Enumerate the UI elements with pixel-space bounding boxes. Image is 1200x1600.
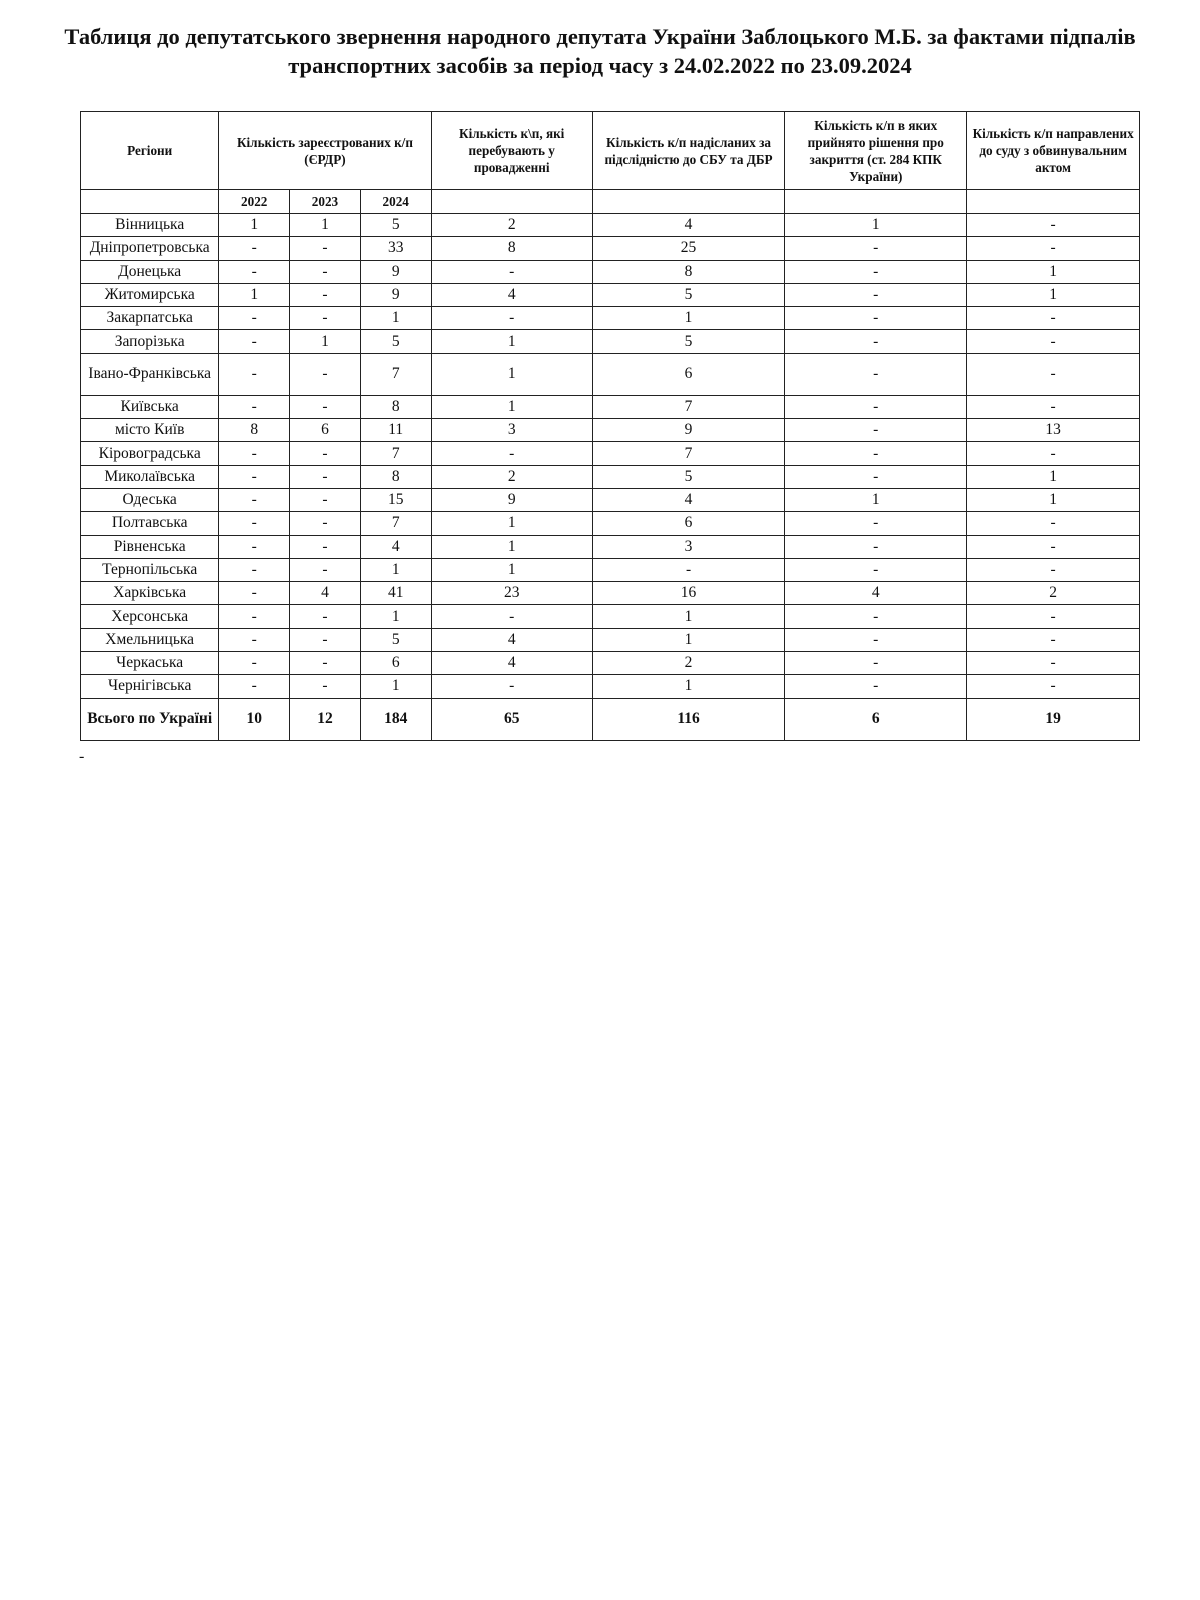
cell-2024: 9 bbox=[360, 260, 431, 283]
cell-2023: 4 bbox=[290, 582, 361, 605]
cell-closed: - bbox=[785, 535, 967, 558]
cell-sent: 7 bbox=[592, 395, 784, 418]
cell-2024: 8 bbox=[360, 395, 431, 418]
cell-2022: - bbox=[219, 237, 290, 260]
header-year-2024: 2024 bbox=[360, 190, 431, 214]
cell-2022: - bbox=[219, 307, 290, 330]
cell-2023: - bbox=[290, 237, 361, 260]
region-cell: Київська bbox=[81, 395, 219, 418]
cell-court: - bbox=[967, 330, 1140, 353]
cell-2022: - bbox=[219, 652, 290, 675]
cell-2024: 6 bbox=[360, 652, 431, 675]
cell-court: - bbox=[967, 512, 1140, 535]
region-cell: Івано-Франківська bbox=[81, 353, 219, 395]
cell-sent: 5 bbox=[592, 330, 784, 353]
cell-court: - bbox=[967, 605, 1140, 628]
cell-court: - bbox=[967, 214, 1140, 237]
cell-closed: - bbox=[785, 395, 967, 418]
total-2022: 10 bbox=[219, 698, 290, 740]
cell-sent: 3 bbox=[592, 535, 784, 558]
cell-in-progress: 23 bbox=[431, 582, 592, 605]
region-cell: Запорізька bbox=[81, 330, 219, 353]
cell-in-progress: 1 bbox=[431, 535, 592, 558]
cell-2024: 11 bbox=[360, 419, 431, 442]
region-cell: Хмельницька bbox=[81, 628, 219, 651]
cell-court: 1 bbox=[967, 465, 1140, 488]
cell-2022: 1 bbox=[219, 214, 290, 237]
cell-2023: - bbox=[290, 628, 361, 651]
cell-in-progress: 3 bbox=[431, 419, 592, 442]
cell-sent: 7 bbox=[592, 442, 784, 465]
cell-2022: - bbox=[219, 442, 290, 465]
cell-2022: - bbox=[219, 675, 290, 698]
table-body bbox=[81, 214, 1140, 741]
total-2024: 184 bbox=[360, 698, 431, 740]
total-court: 19 bbox=[967, 698, 1140, 740]
cell-sent: 9 bbox=[592, 419, 784, 442]
region-cell: Вінницька bbox=[81, 214, 219, 237]
cell-2022: - bbox=[219, 395, 290, 418]
table-row bbox=[81, 353, 1140, 395]
table-row bbox=[81, 558, 1140, 581]
table-row bbox=[81, 582, 1140, 605]
header-blank bbox=[592, 190, 784, 214]
cell-2024: 9 bbox=[360, 283, 431, 306]
total-label: Всього по Україні bbox=[81, 698, 219, 740]
cell-2022: - bbox=[219, 330, 290, 353]
cell-sent: 1 bbox=[592, 307, 784, 330]
cell-2023: - bbox=[290, 260, 361, 283]
cell-2024: 15 bbox=[360, 488, 431, 511]
header-in-progress: Кількість к\п, які перебувають у провадженні bbox=[431, 112, 592, 190]
cell-2022: - bbox=[219, 260, 290, 283]
cell-2024: 7 bbox=[360, 353, 431, 395]
table-row bbox=[81, 628, 1140, 651]
cell-sent: - bbox=[592, 558, 784, 581]
cell-2023: - bbox=[290, 465, 361, 488]
total-closed: 6 bbox=[785, 698, 967, 740]
cell-sent: 4 bbox=[592, 214, 784, 237]
header-region-blank bbox=[81, 190, 219, 214]
cell-2023: - bbox=[290, 675, 361, 698]
cell-sent: 4 bbox=[592, 488, 784, 511]
cell-sent: 25 bbox=[592, 237, 784, 260]
cell-2022: - bbox=[219, 353, 290, 395]
cell-2022: - bbox=[219, 488, 290, 511]
total-2023: 12 bbox=[290, 698, 361, 740]
cell-2024: 5 bbox=[360, 330, 431, 353]
cell-2024: 5 bbox=[360, 214, 431, 237]
cell-closed: - bbox=[785, 558, 967, 581]
cell-in-progress: 1 bbox=[431, 512, 592, 535]
cell-court: - bbox=[967, 353, 1140, 395]
cell-2022: - bbox=[219, 535, 290, 558]
cell-closed: - bbox=[785, 330, 967, 353]
region-cell: Полтавська bbox=[81, 512, 219, 535]
cell-sent: 1 bbox=[592, 628, 784, 651]
cell-sent: 8 bbox=[592, 260, 784, 283]
cell-2023: 1 bbox=[290, 330, 361, 353]
cell-in-progress: - bbox=[431, 675, 592, 698]
cell-closed: - bbox=[785, 442, 967, 465]
cell-court: - bbox=[967, 442, 1140, 465]
cell-in-progress: 4 bbox=[431, 628, 592, 651]
region-cell: Херсонська bbox=[81, 605, 219, 628]
header-year-2023: 2023 bbox=[290, 190, 361, 214]
region-cell: Черкаська bbox=[81, 652, 219, 675]
cell-court: - bbox=[967, 558, 1140, 581]
cell-court: 1 bbox=[967, 283, 1140, 306]
cell-court: - bbox=[967, 307, 1140, 330]
cell-court: - bbox=[967, 237, 1140, 260]
cell-court: 2 bbox=[967, 582, 1140, 605]
cell-2023: - bbox=[290, 605, 361, 628]
cell-2024: 1 bbox=[360, 605, 431, 628]
cell-closed: 1 bbox=[785, 214, 967, 237]
cell-in-progress: 8 bbox=[431, 237, 592, 260]
cell-2022: - bbox=[219, 628, 290, 651]
cell-in-progress: 9 bbox=[431, 488, 592, 511]
table-row bbox=[81, 237, 1140, 260]
cell-closed: - bbox=[785, 419, 967, 442]
cell-sent: 1 bbox=[592, 605, 784, 628]
cell-2022: 1 bbox=[219, 283, 290, 306]
cell-court: - bbox=[967, 675, 1140, 698]
cell-closed: - bbox=[785, 605, 967, 628]
cell-2024: 4 bbox=[360, 535, 431, 558]
region-cell: місто Київ bbox=[81, 419, 219, 442]
cell-2024: 7 bbox=[360, 512, 431, 535]
cell-closed: - bbox=[785, 652, 967, 675]
cell-closed: - bbox=[785, 512, 967, 535]
cell-2024: 41 bbox=[360, 582, 431, 605]
total-in-progress: 65 bbox=[431, 698, 592, 740]
cell-sent: 1 bbox=[592, 675, 784, 698]
table-row bbox=[81, 605, 1140, 628]
cell-2023: - bbox=[290, 307, 361, 330]
cell-2023: - bbox=[290, 512, 361, 535]
total-row bbox=[81, 698, 1140, 740]
header-region: Регіони bbox=[81, 112, 219, 190]
cell-2022: - bbox=[219, 512, 290, 535]
cell-2023: - bbox=[290, 535, 361, 558]
cell-2024: 1 bbox=[360, 675, 431, 698]
table-row bbox=[81, 512, 1140, 535]
cell-sent: 6 bbox=[592, 353, 784, 395]
cell-sent: 2 bbox=[592, 652, 784, 675]
header-year-2022: 2022 bbox=[219, 190, 290, 214]
cell-2023: - bbox=[290, 652, 361, 675]
cell-sent: 5 bbox=[592, 283, 784, 306]
cell-closed: - bbox=[785, 353, 967, 395]
cell-2022: - bbox=[219, 558, 290, 581]
table-row bbox=[81, 330, 1140, 353]
header-closed: Кількість к/п в яких прийнято рішення про закриття (ст. 284 КПК України) bbox=[785, 112, 967, 190]
cell-2023: - bbox=[290, 395, 361, 418]
region-cell: Миколаївська bbox=[81, 465, 219, 488]
cell-2023: - bbox=[290, 558, 361, 581]
region-cell: Кіровоградська bbox=[81, 442, 219, 465]
cell-in-progress: - bbox=[431, 605, 592, 628]
cell-in-progress: - bbox=[431, 260, 592, 283]
cell-in-progress: 1 bbox=[431, 353, 592, 395]
arson-cases-table bbox=[80, 111, 1140, 741]
cell-court: - bbox=[967, 535, 1140, 558]
cell-closed: - bbox=[785, 628, 967, 651]
region-cell: Харківська bbox=[81, 582, 219, 605]
table-header bbox=[81, 112, 1140, 214]
region-cell: Одеська bbox=[81, 488, 219, 511]
cell-closed: 4 bbox=[785, 582, 967, 605]
stray-dash-mark: - bbox=[79, 748, 85, 765]
cell-2022: - bbox=[219, 465, 290, 488]
cell-2022: - bbox=[219, 582, 290, 605]
cell-2023: - bbox=[290, 488, 361, 511]
cell-in-progress: 1 bbox=[431, 330, 592, 353]
table-row bbox=[81, 214, 1140, 237]
cell-2022: 8 bbox=[219, 419, 290, 442]
table-row bbox=[81, 395, 1140, 418]
cell-2023: 1 bbox=[290, 214, 361, 237]
cell-closed: - bbox=[785, 283, 967, 306]
cell-closed: - bbox=[785, 260, 967, 283]
cell-in-progress: 1 bbox=[431, 395, 592, 418]
header-blank bbox=[431, 190, 592, 214]
table-row bbox=[81, 675, 1140, 698]
cell-closed: - bbox=[785, 307, 967, 330]
table-row bbox=[81, 442, 1140, 465]
cell-2024: 8 bbox=[360, 465, 431, 488]
table-row bbox=[81, 465, 1140, 488]
table-row bbox=[81, 419, 1140, 442]
cell-in-progress: 2 bbox=[431, 214, 592, 237]
cell-court: 1 bbox=[967, 260, 1140, 283]
table-row bbox=[81, 652, 1140, 675]
table-row bbox=[81, 535, 1140, 558]
cell-2022: - bbox=[219, 605, 290, 628]
region-cell: Житомирська bbox=[81, 283, 219, 306]
cell-in-progress: - bbox=[431, 442, 592, 465]
cell-2024: 7 bbox=[360, 442, 431, 465]
total-sent: 116 bbox=[592, 698, 784, 740]
cell-closed: - bbox=[785, 237, 967, 260]
cell-in-progress: 4 bbox=[431, 283, 592, 306]
cell-2024: 1 bbox=[360, 307, 431, 330]
cell-in-progress: 2 bbox=[431, 465, 592, 488]
cell-court: 13 bbox=[967, 419, 1140, 442]
cell-court: - bbox=[967, 628, 1140, 651]
table-row bbox=[81, 488, 1140, 511]
cell-closed: 1 bbox=[785, 488, 967, 511]
cell-closed: - bbox=[785, 675, 967, 698]
cell-sent: 5 bbox=[592, 465, 784, 488]
cell-court: - bbox=[967, 395, 1140, 418]
cell-court: 1 bbox=[967, 488, 1140, 511]
cell-2023: - bbox=[290, 442, 361, 465]
header-blank bbox=[967, 190, 1140, 214]
region-cell: Закарпатська bbox=[81, 307, 219, 330]
cell-2023: 6 bbox=[290, 419, 361, 442]
region-cell: Рівненська bbox=[81, 535, 219, 558]
cell-in-progress: - bbox=[431, 307, 592, 330]
cell-2023: - bbox=[290, 283, 361, 306]
header-registered: Кількість зареєстрованих к/п (ЄРДР) bbox=[219, 112, 431, 190]
document-title: Таблиця до депутатського звернення народного депутата України Заблоцького М.Б. за фактами підпалів транспортних засобів за період часу з 24.02.2022 по 23.09.2024 bbox=[64, 24, 1136, 78]
region-cell: Донецька bbox=[81, 260, 219, 283]
header-blank bbox=[785, 190, 967, 214]
cell-in-progress: 4 bbox=[431, 652, 592, 675]
region-cell: Тернопільська bbox=[81, 558, 219, 581]
cell-2024: 5 bbox=[360, 628, 431, 651]
cell-2024: 33 bbox=[360, 237, 431, 260]
cell-closed: - bbox=[785, 465, 967, 488]
cell-2023: - bbox=[290, 353, 361, 395]
header-court: Кількість к/п направлених до суду з обвинувальним актом bbox=[967, 112, 1140, 190]
header-sent: Кількість к/п надісланих за підслідністю до СБУ та ДБР bbox=[592, 112, 784, 190]
region-cell: Чернігівська bbox=[81, 675, 219, 698]
cell-sent: 16 bbox=[592, 582, 784, 605]
table-row bbox=[81, 283, 1140, 306]
table-row bbox=[81, 307, 1140, 330]
cell-in-progress: 1 bbox=[431, 558, 592, 581]
cell-2024: 1 bbox=[360, 558, 431, 581]
region-cell: Дніпропетровська bbox=[81, 237, 219, 260]
table-row bbox=[81, 260, 1140, 283]
cell-sent: 6 bbox=[592, 512, 784, 535]
cell-court: - bbox=[967, 652, 1140, 675]
